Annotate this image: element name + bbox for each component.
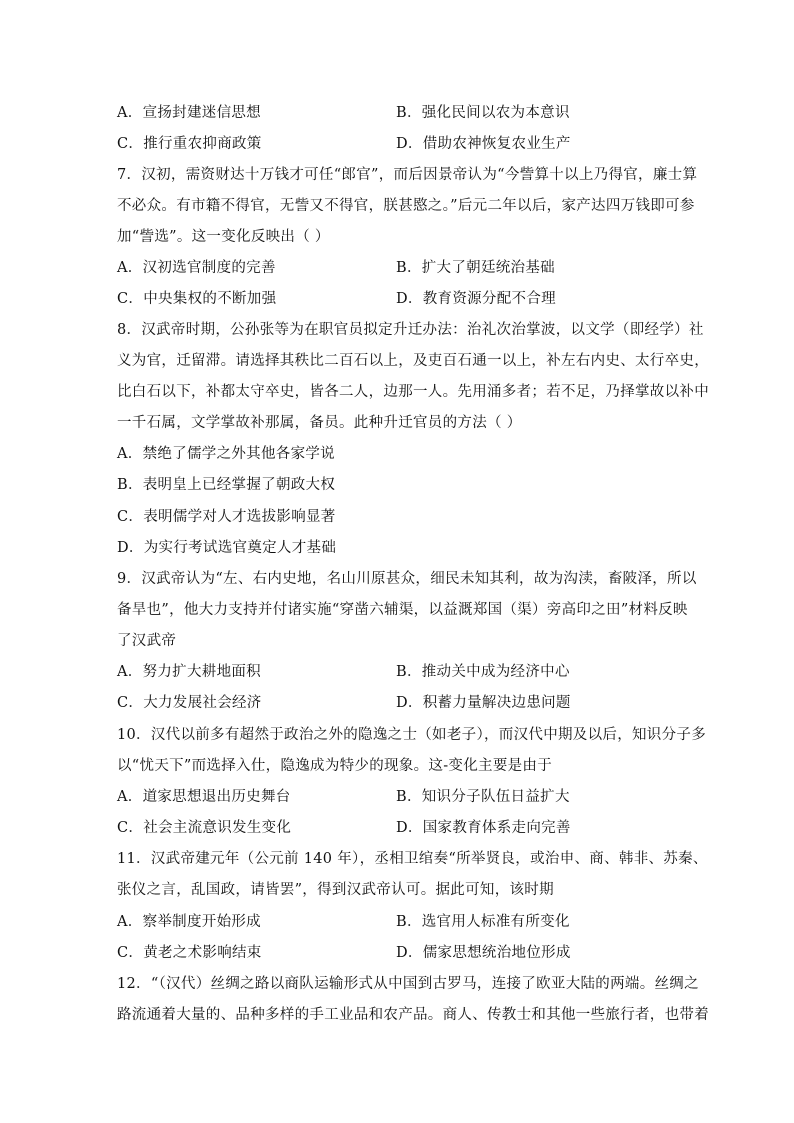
q11-option-row-2: [117, 943, 677, 963]
q6-option-b: B．强化民间以农为本意识: [396, 105, 570, 121]
q7-option-row-2: [117, 289, 677, 309]
q9-option-row-2: [117, 693, 677, 713]
q10-option-d: D．国家教育体系走向完善: [396, 820, 571, 836]
q9-option-c: C．大力发展社会经济: [117, 695, 262, 711]
q10-option-b: B．知识分子队伍日益扩大: [396, 789, 570, 805]
q9-option-d: D．积蓄力量解决边患问题: [396, 695, 571, 711]
q10-option-row-2: [117, 818, 677, 838]
q11-option-d: D．儒家思想统治地位形成: [396, 945, 571, 961]
q11-option-row-1: [117, 912, 677, 932]
q8-option-b: B．表明皇上已经掌握了朝政大权: [117, 477, 336, 493]
q11-option-c: C．黄老之术影响结束: [117, 945, 262, 961]
q6-option-row-2: [117, 134, 677, 154]
q10-option-row-1: [117, 787, 677, 807]
q11-option-a: A．察举制度开始形成: [117, 914, 261, 930]
q6-option-row-1: [117, 103, 677, 123]
q9-option-a: A．努力扩大耕地面积: [117, 664, 261, 680]
q8-stem-line-1: 8．汉武帝时期，公孙张等为在职官员拟定升迁办法：治礼次治掌波，以文学（即经学）社: [117, 322, 704, 338]
q9-option-row-1: [117, 662, 677, 682]
q11-stem-line-2: 张仪之言，乱国政，请皆罢”，得到汉武帝认可。据此可知，该时期: [117, 882, 554, 898]
q9-stem-line-3: 了汉武帝: [117, 633, 177, 649]
q7-option-d: D．教育资源分配不合理: [396, 291, 556, 307]
q7-stem-line-1: 7．汉初，需资财达十万钱才可任“郎官”，而后因景帝认为“今訾算十以上乃得官，廉士算: [117, 167, 698, 183]
q10-option-c: C．社会主流意识发生变化: [117, 820, 292, 836]
q12-stem-line-2: 路流通着大量的、品种多样的手工业品和农产品。商人、传教士和其他一些旅行者，也带着: [117, 1007, 709, 1023]
q10-option-a: A．道家思想退出历史舞台: [117, 789, 291, 805]
q7-option-c: C．中央集权的不断加强: [117, 291, 277, 307]
q7-option-b: B．扩大了朝廷统治基础: [396, 260, 555, 276]
q10-stem-line-2: 以“忧天下”而选择入仕，隐逸成为特少的现象。这-变化主要是由于: [117, 758, 553, 774]
q8-option-d: D．为实行考试选官奠定人才基础: [117, 540, 337, 556]
q6-option-a: A．宣扬封建迷信思想: [117, 105, 261, 121]
q8-option-a: A．禁绝了儒学之外其他各家学说: [117, 446, 335, 462]
q12-stem-line-1: 12．“（汉代）丝绸之路以商队运输形式从中国到古罗马，连接了欧亚大陆的两端。丝绸之: [117, 976, 699, 992]
q8-option-c: C．表明儒学对人才选拔影响显著: [117, 509, 336, 525]
q8-stem-line-3: 比白石以下，补都太守卒史，皆各二人，边那一人。先用涌多者；若不足，乃择掌故以补中: [117, 384, 709, 400]
q8-stem-line-4: 一千石属，文学掌故补那属，备员。此种升迁官员的方法（ ）: [117, 415, 522, 431]
q11-stem-line-1: 11．汉武帝建元年（公元前 140 年），丞相卫绾奏“所举贤良，或治申、商、韩非、苏秦、: [117, 851, 708, 867]
q7-stem-line-3: 加“訾选”。这一变化反映出（ ）: [117, 229, 330, 245]
q8-stem-line-2: 义为官，迁留滞。请选择其秩比二百石以上，及吏百石通一以上，补左右内史、太行卒史，: [117, 353, 709, 369]
q7-option-a: A．汉初选官制度的完善: [117, 260, 276, 276]
q11-option-b: B．选官用人标准有所变化: [396, 914, 570, 930]
q9-stem-line-2: 备旱也”，他大力支持并付诸实施“穿凿六辅渠，以益溉郑国（渠）旁高印之田”材料反映: [117, 602, 688, 618]
q7-stem-line-2: 不必众。有市籍不得官，无訾又不得官，朕甚愍之。”后元二年以后，家产达四万钱即可参: [117, 198, 695, 214]
q6-option-d: D．借助农神恢复农业生产: [396, 136, 571, 152]
q10-stem-line-1: 10．汉代以前多有超然于政治之外的隐逸之士（如老子），而汉代中期及以后，知识分子多: [117, 727, 706, 743]
q9-option-b: B．推动关中成为经济中心: [396, 664, 570, 680]
q6-option-c: C．推行重农抑商政策: [117, 136, 262, 152]
q9-stem-line-1: 9．汉武帝认为“左、右内史地，名山川原甚众，细民未知其利，故为沟渎，畜陂泽，所以: [117, 571, 697, 587]
q7-option-row-1: [117, 258, 677, 278]
